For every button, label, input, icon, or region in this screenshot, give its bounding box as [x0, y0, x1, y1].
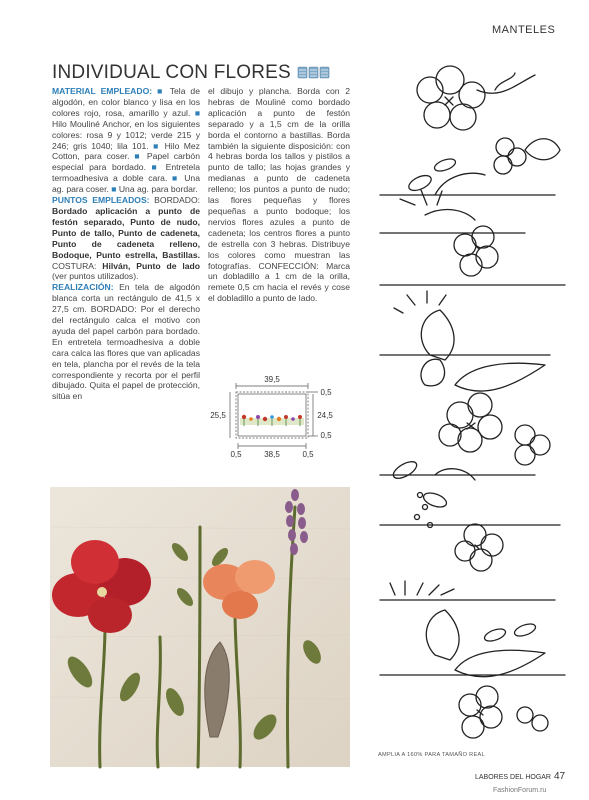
title-text: INDIVIDUAL CON FLORES: [52, 62, 291, 83]
embroidery-pattern-template: [375, 55, 570, 747]
dimension-margin-top-right: 0,5: [320, 388, 332, 397]
material-sewing-needle: Una ag. para coser.: [52, 173, 200, 195]
realization-heading: REALIZACIÓN:: [52, 282, 114, 293]
bullet-icon: ■: [134, 151, 143, 162]
instructions-column-1: [52, 86, 200, 402]
thread-spools-icon: [297, 66, 331, 79]
bordado-label: BORDADO:: [154, 195, 201, 206]
watermark: FashionForum.ru: [493, 787, 547, 794]
material-embroidery-needle: Una ag. para bordar.: [118, 184, 198, 195]
materials-heading: MATERIAL EMPLEADO:: [52, 86, 153, 96]
dimension-height-outer: 25,5: [210, 411, 226, 420]
material-carbon-paper: Papel carbón especial para bordado.: [52, 151, 200, 173]
bullet-icon: ■: [172, 173, 180, 184]
bullet-icon: ■: [157, 86, 165, 96]
material-interfacing: Entretela termoadhesiva a doble cara.: [52, 162, 200, 184]
magazine-name: LABORES DEL HOGAR: [475, 774, 551, 781]
scale-caption: AMPLIA A 160% PARA TAMAÑO REAL: [378, 752, 485, 758]
material-sewing-thread: Hilo Mez Cotton, para coser.: [52, 140, 200, 162]
sewing-points: Hilván, Punto de lado: [102, 260, 200, 271]
material-fabric: Tela de algodón, en color blanco y lisa en los colores rojo, rosa, amarillo y azul.: [52, 86, 200, 118]
bullet-icon: ■: [194, 107, 201, 118]
bullet-icon: ■: [153, 140, 161, 151]
dimension-margin-bottom-left: 0,5: [230, 450, 242, 459]
costura-label: COSTURA:: [52, 260, 97, 271]
material-thread: Hilo Mouliné Anchor, en los siguientes colores: rosa 9 y 1012; verde 215 y 246; gris 1040; lila 101.: [52, 118, 200, 151]
placemat-dimensions-diagram: [212, 372, 342, 464]
embroidery-points: Bordado aplicación a punto de festón separado, Punto de nudo, Punto de tallo, Punto de cadeneta, Punto de cadeneta relleno, Bodoque, Punto estrella, Bastillas.: [52, 205, 200, 260]
bullet-icon: ■: [151, 162, 160, 173]
dimension-margin-bottom-right: 0,5: [320, 431, 332, 440]
dimension-height-inner: 24,5: [317, 411, 333, 420]
points-note: (ver puntos utilizados).: [52, 271, 139, 282]
page-footer: [475, 771, 565, 782]
dimension-width-outer: 39,5: [264, 375, 280, 384]
dimension-width-inner: 38,5: [264, 450, 280, 459]
instructions-column-2: [208, 86, 350, 304]
instructions-continued: el dibujo y plancha. Borda con 2 hebras de Mouliné como bordado aplicación a punto de festón separado y a 1,5 cm de la orilla borda el contorno a bastillas. Borda también la siguiente disposición: con 4 hebras borda los tallos y pistilos a punto de tallo; las hojas grandes y medianas a punto de cadeneta relleno; los puntos a punto de nudo; las flores pequeñas y flores pequeñas a punto bodoque; los nervios flores azules a punto de cadeneta; los centros flores a punto de estrella con 3 hebras. Distribuye los colores como muestran las fotografías. CONFECCIÓN: Marca un dobladillo a 1 cm de la orilla, remete 0,5 cm hacia el revés y cose el dobladillo a punto de lado.: [208, 86, 350, 304]
points-heading: PUNTOS EMPLEADOS:: [52, 195, 150, 206]
section-label: MANTELES: [492, 24, 556, 36]
embroidery-photo: [50, 487, 350, 767]
page-title: [52, 62, 331, 84]
bullet-icon: ■: [111, 184, 117, 195]
dimension-margin-bottom-right-2: 0,5: [302, 450, 314, 459]
border-flowers-motif: [240, 415, 304, 426]
realization-text: En tela de algodón blanca corta un rectángulo de 41,5 x 27,5 cm. BORDADO: Por el derecho del rectángulo calca el motivo con ayuda del papel carbón para bordado. En entretela termoadhesiva a doble cara calca las flores que van aplicadas en tela, plancha por el revés de la tela correspondiente y recorta por el perfil dibujado. Quita el papel de protección, sitúa en: [52, 282, 200, 402]
page-number: 47: [554, 771, 566, 782]
